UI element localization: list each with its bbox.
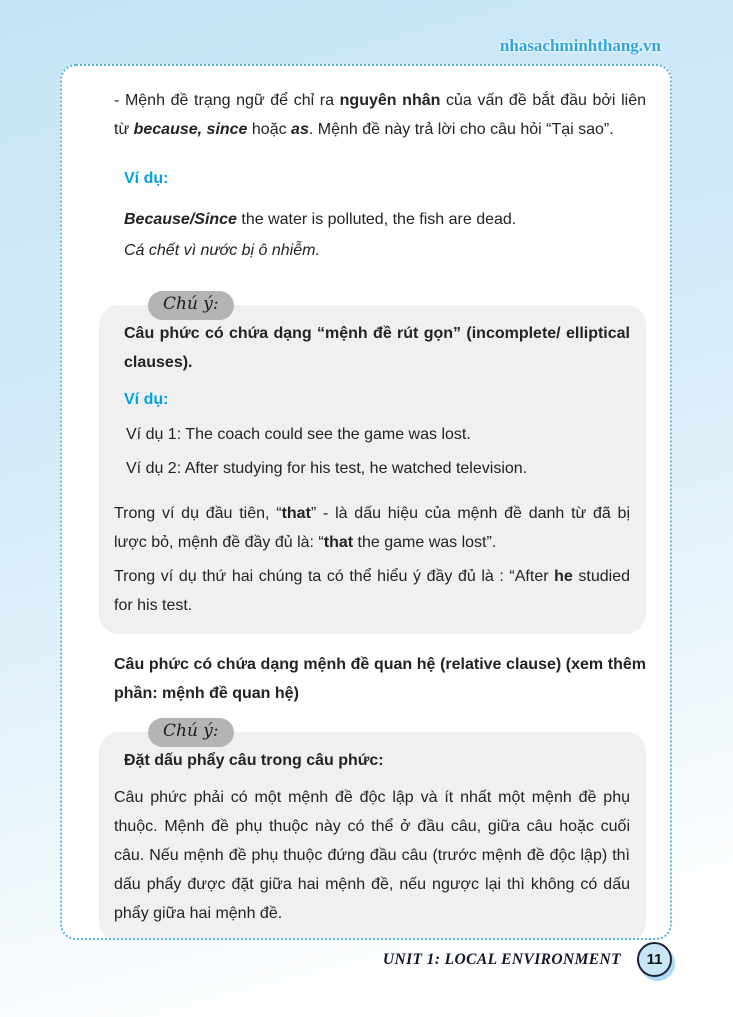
- intro-paragraph: - Mệnh đề trạng ngữ để chỉ ra nguyên nhân của vấn đề bắt đầu bởi liên từ because, since hoặc as. Mệnh đề này trả lời cho câu hỏi “Tại sao”.: [114, 92, 647, 138]
- page-footer: [60, 942, 672, 977]
- note-box-2: [99, 732, 646, 940]
- note-pill-1: Chú ý:: [148, 291, 234, 320]
- note-box-1: [99, 305, 646, 634]
- section-heading: Câu phức có chứa dạng mệnh đề quan hệ (relative clause) (xem thêm phần: mệnh đề quan hệ): [114, 656, 646, 702]
- unit-title: UNIT 1: LOCAL ENVIRONMENT: [382, 950, 621, 968]
- content-card: [60, 64, 672, 940]
- note1-example-2: Ví dụ 2: After studying for his test, he watched television.: [126, 460, 528, 477]
- example-sentence-english: Because/Since the water is polluted, the fish are dead.: [124, 211, 517, 228]
- note1-example-1: Ví dụ 1: The coach could see the game was lost.: [126, 426, 471, 443]
- example-sentence-vietnamese: Cá chết vì nước bị ô nhiễm.: [124, 242, 320, 259]
- example-label: Ví dụ:: [124, 170, 169, 187]
- note2-heading: Đặt dấu phẩy câu trong câu phức:: [124, 752, 384, 769]
- note1-example-label: Ví dụ:: [124, 391, 169, 408]
- watermark-text: nhasachminhthang.vn: [499, 36, 661, 55]
- page-number-badge: 11: [637, 942, 672, 977]
- note-pill-2: Chú ý:: [148, 718, 234, 747]
- note1-heading: Câu phức có chứa dạng “mệnh đề rút gọn” (incomplete/ elliptical clauses).: [124, 325, 630, 371]
- note1-paragraph-2: Trong ví dụ thứ hai chúng ta có thể hiểu ý đầy đủ là : “After he studied for his test.: [114, 568, 630, 614]
- note1-paragraph-1: Trong ví dụ đầu tiên, “that” - là dấu hiệu của mệnh đề danh từ đã bị lược bỏ, mệnh đề đầy đủ là: “that the game was lost”.: [114, 505, 631, 551]
- note2-body: Câu phức phải có một mệnh đề độc lập và ít nhất một mệnh đề phụ thuộc. Mệnh đề phụ thuộc này có thể ở đầu câu, giữa câu hoặc cuối câu. Nếu mệnh đề phụ thuộc đứng đầu câu (trước mệnh đề độc lập) thì dấu phẩy được đặt giữa hai mệnh đề, nếu ngược lại thì không có dấu phẩy giữa hai mệnh đề.: [114, 789, 630, 922]
